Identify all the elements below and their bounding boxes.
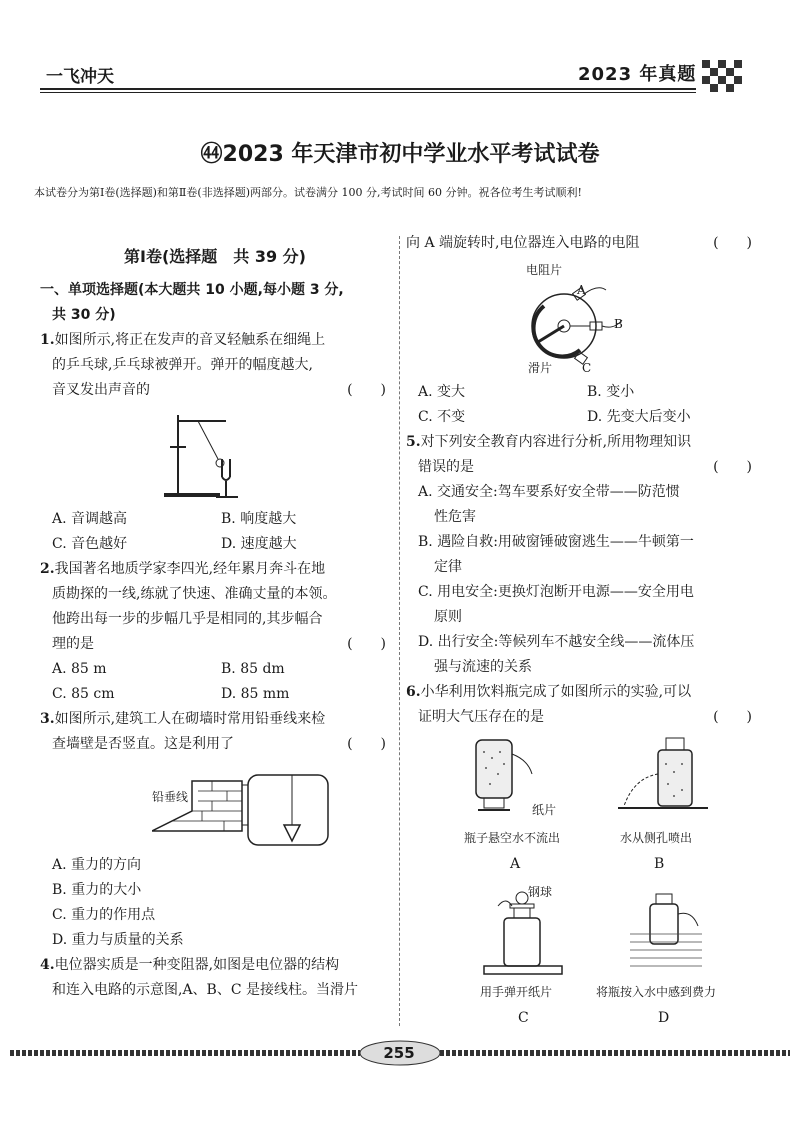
section-subheading-cont: 共 30 分) — [52, 307, 116, 323]
question-text: 我国著名地质学家李四光,经年累月奔斗在地 — [54, 561, 326, 577]
answer-blank[interactable]: ( ) — [347, 636, 386, 652]
option-d[interactable]: D. 重力与质量的关系 — [52, 932, 184, 948]
terminal-label-c: C — [582, 361, 592, 375]
option-b[interactable]: B. 85 dm — [221, 661, 285, 677]
question-number: 3. — [40, 711, 55, 727]
option-b[interactable]: B. 重力的大小 — [52, 882, 142, 898]
section-subheading: 一、单项选择题(本大题共 10 小题,每小题 3 分, — [40, 282, 344, 298]
question-text: 错误的是 — [418, 459, 474, 475]
figure-note: 纸片 — [532, 803, 557, 817]
option-d[interactable]: D. 速度越大 — [221, 536, 297, 552]
bottle-in-water-figure[interactable] — [626, 890, 706, 980]
option-a[interactable]: A. 音调越高 — [52, 511, 128, 527]
option-b[interactable]: B. 变小 — [587, 384, 635, 400]
plumb-line-figure — [152, 761, 342, 851]
header-rule — [40, 88, 696, 90]
option-c[interactable]: C. 重力的作用点 — [52, 907, 156, 923]
question-text: 电位器实质是一种变阻器,如图是电位器的结构 — [54, 957, 340, 973]
potentiometer-figure — [524, 276, 624, 372]
answer-blank[interactable]: ( ) — [713, 709, 752, 725]
column-divider — [399, 236, 400, 1026]
question-number: 6. — [406, 684, 421, 700]
answer-blank[interactable]: ( ) — [347, 382, 386, 398]
experiment-figures — [406, 730, 756, 1030]
question-5 — [406, 430, 756, 680]
figure-label: A — [510, 856, 521, 872]
option-b[interactable]: B. 遇险自救:用破窗锤破窗逃生——牛顿第一 定律 — [418, 534, 694, 575]
figure-label: 电阻片 — [526, 263, 563, 277]
question-text: 小华利用饮料瓶完成了如图所示的实验,可以 — [420, 684, 692, 700]
paper-intro: 本试卷分为第Ⅰ卷(选择题)和第Ⅱ卷(非选择题)两部分。试卷满分 100 分,考试时间 60 分钟。祝各位考生考试顺利! — [34, 186, 582, 199]
terminal-label-b: B — [614, 317, 623, 331]
option-c[interactable]: C. 85 cm — [52, 686, 115, 702]
question-6 — [406, 680, 756, 1030]
year-tag: 2023 年真题 — [578, 64, 697, 85]
terminal-label-a: A — [577, 283, 586, 297]
answer-blank[interactable]: ( ) — [713, 235, 752, 251]
right-column — [406, 231, 756, 1030]
tuning-fork-figure — [160, 407, 270, 503]
question-text: 和连入电路的示意图,A、B、C 是接线柱。当滑片 — [52, 982, 359, 998]
bottle-side-hole-figure[interactable] — [612, 734, 712, 824]
question-number: 1. — [40, 332, 55, 348]
figure-label: 滑片 — [528, 361, 553, 375]
question-4 — [40, 953, 390, 1003]
option-a[interactable]: A. 交通安全:驾车要系好安全带——防范惯 性危害 — [418, 484, 680, 525]
brand-logo: 一飞冲天 — [46, 67, 114, 87]
bottle-inverted-figure[interactable] — [456, 734, 536, 824]
figure-caption: 用手弹开纸片 — [480, 985, 553, 999]
option-d[interactable]: D. 先变大后变小 — [587, 409, 691, 425]
question-text: 对下列安全教育内容进行分析,所用物理知识 — [420, 434, 692, 450]
question-text: 理的是 — [52, 636, 94, 652]
question-text: 音叉发出声音的 — [52, 382, 150, 398]
question-text: 如图所示,建筑工人在砌墙时常用铅垂线来检 — [54, 711, 326, 727]
figure-label: C — [518, 1010, 529, 1026]
paper-title: ㊹2023 年天津市初中学业水平考试试卷 — [200, 142, 600, 167]
option-d[interactable]: D. 出行安全:等候列车不越安全线——流体压 强与流速的关系 — [418, 634, 695, 675]
question-text: 向 A 端旋转时,电位器连入电路的电阻 — [406, 235, 640, 251]
question-number: 4. — [40, 957, 55, 973]
checker-pattern — [702, 60, 742, 92]
figure-caption: 瓶子悬空水不流出 — [464, 831, 561, 845]
figure-label: B — [654, 856, 665, 872]
question-text: 他跨出每一步的步幅几乎是相同的,其步幅合 — [52, 611, 323, 627]
figure-note: 钢球 — [528, 885, 553, 899]
option-d[interactable]: D. 85 mm — [221, 686, 290, 702]
page-number: 255 — [383, 1044, 415, 1062]
option-c[interactable]: C. 用电安全:更换灯泡断开电源——安全用电 原则 — [418, 584, 694, 625]
figure-label: 铅垂线 — [152, 790, 189, 804]
question-3 — [40, 707, 390, 953]
header-rule-thin — [40, 92, 696, 93]
bottle-ball-figure[interactable] — [480, 888, 570, 980]
plumb-line-figure-wrap — [40, 757, 390, 853]
question-2 — [40, 557, 390, 707]
figure-caption: 将瓶按入水中感到费力 — [596, 985, 717, 999]
option-c[interactable]: C. 音色越好 — [52, 536, 128, 552]
question-text: 查墙壁是否竖直。这是利用了 — [52, 736, 234, 752]
question-text: 如图所示,将正在发声的音叉轻触系在细绳上 — [54, 332, 326, 348]
question-text: 的乒乓球,乒乓球被弹开。弹开的幅度越大, — [52, 357, 313, 373]
question-1 — [40, 328, 390, 557]
figure-caption: 水从侧孔喷出 — [620, 831, 693, 845]
question-text: 证明大气压存在的是 — [418, 709, 544, 725]
option-c[interactable]: C. 不变 — [418, 409, 466, 425]
option-a[interactable]: A. 重力的方向 — [52, 857, 142, 873]
option-a[interactable]: A. 变大 — [418, 384, 466, 400]
question-number: 5. — [406, 434, 421, 450]
question-text: 质勘探的一线,练就了快速、准确丈量的本领。 — [52, 586, 337, 602]
answer-blank[interactable]: ( ) — [347, 736, 386, 752]
section-heading: 第Ⅰ卷(选择题 共 39 分) — [124, 247, 306, 266]
figure-label: D — [658, 1010, 670, 1026]
option-a[interactable]: A. 85 m — [52, 661, 107, 677]
option-b[interactable]: B. 响度越大 — [221, 511, 297, 527]
answer-blank[interactable]: ( ) — [713, 459, 752, 475]
left-column — [40, 238, 390, 1003]
potentiometer-figure-wrap — [406, 256, 756, 380]
question-number: 2. — [40, 561, 55, 577]
